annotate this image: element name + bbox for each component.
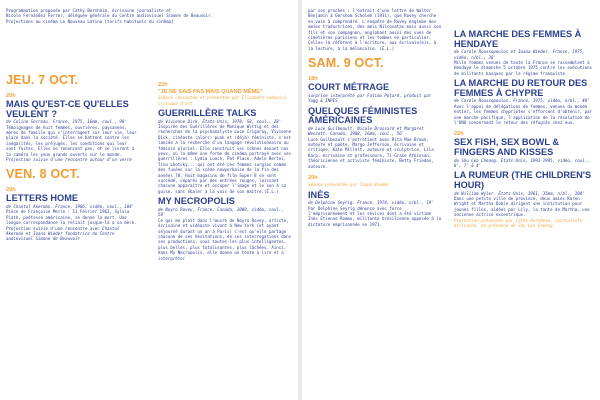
column-2 — [158, 82, 292, 261]
film-credit: de Delphine Seyrig. France, 1974, vidéo, n/bl., 19' — [308, 200, 434, 206]
column-3 — [308, 8, 442, 227]
film-title: LA MARCHE DES FEMMES À HENDAYE — [454, 29, 582, 49]
session-note: Séance présentée par Ioana Wieder — [308, 182, 390, 188]
session-note: Séance concoctée et présentée par Élisabeth Lebovici, critique d'art — [158, 95, 289, 106]
film-credit: de Carole Roussopoulos et Ioana Wieder. France, 1975, vidéo, n/bl., 38' — [454, 49, 585, 60]
film-credit: de William Wyler. États-Unis, 1961, 35mm, n/bl., 104' — [454, 190, 585, 196]
film-title: SEX FISH, SEX BOWL & FINGERS AND KISSES — [454, 137, 559, 158]
film-synopsis: Inspirée des Guérillères de Monique Wittig et des recherches de la psychanalyste Luce Irigaray, Vivienne Dick, cinéaste (alors) punk et (déjà) féministe, s'est lancée à la recherche d'un langage révolutionnaire au féminin pluriel. Elle construit ses scènes devant nos yeux, où la même une forme de cinéma portrayé avec ses guerrillères : Lydia Lunch, Pat Place, Adele Bertei, Tina Lhotsky... qui ont été ces femmes surgies comme des fusées sur la scène newyorkaise de la fin des années 70. Huit magasins de film Super 8 se sont succédé, séparés par des entrées rouges, laissant chacune apparaître et occuper l'image et le son à sa guise, sans ébaler à la voix de son maître.(É.L.) — [158, 124, 292, 194]
film-credit: de Shu Lea Cheang. États-Unis, 1993-1995, vidéo, coul., 8', 7' & 4' — [454, 157, 590, 169]
film-synopsis: Avec l'appui de délégations de femmes, venues du monde entier, les femmes chypriotes s'efforcent d'obtenir, par une marche pacifique, l'application de la résolution de l'ONU concernant le retour des réfugiés chez eux. — [454, 103, 593, 126]
screening-time: 18h — [308, 76, 318, 83]
film-title: MAIS QU'EST-CE QU'ELLES VEULENT ? — [6, 99, 129, 119]
column-4 — [454, 30, 594, 228]
film-synopsis: Mille femmes venues de toute la France se rassemblent à Hendaye le dimanche 5 octobre 1975 contre les exécutions de militants basques par le régime franquiste. — [454, 60, 593, 76]
film-credit: de Carole Roussopoulos. France, 1975, vidéo, n/bl., 40' — [454, 98, 590, 104]
film-synopsis-continued: par ses proches : l'extrait d'une lettre de Walter Benjamin à Gershom Scholem (1931), que Rovey cherche en vain à comprendre. L'enquête de Rovey englobe des amies traductrices, des amis Nilcovatas mais aussi son fils et son compagnon, englobant aussi des vues de cimetières parisiens et les tombes en particulier. Celles-là réfèrent à l'écriture, aux écrivain(e)s, à la lecture, à la mélancolie. (É.L.) — [308, 8, 442, 51]
film-synopsis: Témoignages de huit femmes, ouvrières, paysannes, mères de famille qui s'interrogent sur leur vie, leur place dans la société. Elles se battent contre les inégalités, les préjugés, les conditions qui leur sont faites. Elles ne renoncent pas, et se livrent à la caméra les yeux grands ouverts sur le monde. — [6, 124, 137, 157]
session-title: "JE NE SAIS PAS MAIS QUAND MÊME" — [158, 89, 263, 95]
day-heading-saturday: SAM. 9 OCT. — [308, 56, 384, 71]
film-title: QUELQUES FÉMINISTES AMÉRICAINES — [308, 105, 418, 126]
film-credit: de Noyro Rovey. France, Canada, 2009, vidéo, coul., 50' — [158, 206, 284, 218]
film-title: MY NECROPOLIS — [158, 196, 235, 207]
film-title: GUERRILLÈRE TALKS — [158, 108, 257, 119]
film-synopsis: Ce qui me plaît dans l'œuvre de Noyro Rovey, artiste, écrivaine et vidéaste vivant à New York (et ayant séjourné durant un an à Paris) c'est qu'elle partage chacune de ses hésitations, de ses interrogations dans ses productions, sous toutes-les-plus intelligentes, plus belles, plus totalisantes, plus lâchées. Ainsi, dans My Necropolis, elle donne un texte à lire et à interpréter — [158, 217, 292, 261]
left-page — [0, 0, 298, 400]
day-heading-friday: VEN. 8 OCT. — [6, 167, 80, 182]
right-page — [302, 0, 600, 400]
programme-intro: Programmation proposée par Cathy Bernheim, écrivaine journaliste et Nicole Fernández Ferrer, déléguée générale du Centre audiovisuel Simone de Beauvoir. Projections au cinéma Le Nouveau Latina [tarifs habituels du cinéma] — [6, 8, 214, 24]
screening-time: 20h — [6, 187, 16, 194]
screening-note: surprise interprété par Fatima Potard, produit par Yogg & INPES — [308, 92, 432, 104]
film-title: COURT MÉTRAGE — [308, 82, 390, 93]
film-synopsis: Par Delphine Seyrig dénonce avec force l'emprisonnement et les sévices dont a été victime Inès Etienne Romeu, militante brésilienne opposée à la dictature emprisonnée en 1971. — [308, 205, 442, 227]
film-title: LETTERS HOME — [6, 193, 78, 204]
screening-time: 22h — [454, 131, 464, 138]
screening-note: Projection suivie d'une rencontre autour d'un verre — [6, 157, 132, 163]
film-credit: de Vivienne Dick. États-Unis, 1978, S8, coul., 28' — [158, 118, 282, 124]
screening-time: 20h — [6, 93, 16, 99]
film-synopsis: Pièce de Françoise Merle : 11 Février 1963, Sylvia Plath, poétesse américaine, se donne la mort. Une longue correspondance la reliait jusque-là à sa mère. — [6, 209, 137, 226]
screening-note: Projection suivie d'une rencontre avec Chantal Akerman et Ioana Wieder fondatrice du Centre audiovisuel Simone de Beauvoir — [6, 225, 120, 242]
film-credit: de Luce Guilbeault, Nicole Brossard et Margaret Wescott. Canada, 1988, 16mm, coul., 56' — [308, 125, 424, 137]
film-synopsis: Dans une petite ville de province, deux amies Karen Wright et Martha Dobie dirigent une institution pour jeunes filles, aidées par Lily, la tante de Martha, une ancienne actrice excentrique. — [454, 196, 590, 218]
film-title: LA MARCHE DU RETOUR DES FEMMES À CHYPRE — [454, 78, 588, 98]
film-credit: de Coline Serreau. France, 1975, 16mm, coul., 90' — [6, 119, 127, 125]
film-title: INÈS — [308, 189, 330, 200]
film-title: LA RUMEUR (THE CHILDREN'S HOUR) — [454, 170, 592, 191]
day-heading-thursday: JEU. 7 OCT. — [6, 73, 79, 87]
screening-time: 20h — [308, 175, 318, 182]
film-synopsis: Luce Guilbeault s'entretient avec Rita Mae Brown, auteure et poète, Margo Jefferson, écrivaine et critique, Kate Millett, auteure et sculptrice, Lila Karp, écrivaine et professeure, Ti-Grace Atkinson, théoricienne et activiste féministe, Betty Friedan, auteure. — [308, 136, 434, 169]
screening-time: 22h — [158, 82, 168, 88]
column-1 — [6, 74, 138, 242]
film-credit: de Chantal Akerman. France, 1986, vidéo, coul., 104' — [6, 204, 135, 210]
screening-note: Projection présentée par Cathy Bernheim, journaliste écrivaine, en présence de Shu Lea Cheang — [454, 217, 583, 229]
